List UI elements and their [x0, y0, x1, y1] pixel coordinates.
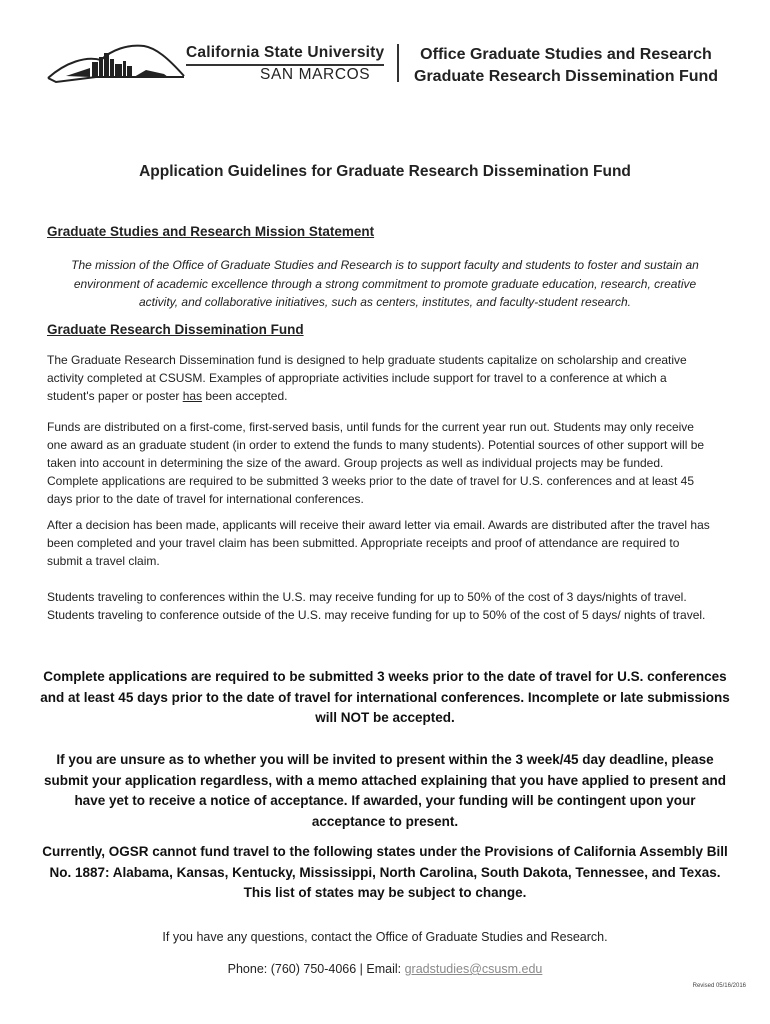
mission-statement: The mission of the Office of Graduate Studies and Research is to support faculty and students to foster and sustain an environment of academic excellence through a strong commitment to promote graduate education, research, creative activity, and collaborative initiatives, such as centers, institutes, and faculty-student research. — [71, 258, 699, 309]
fund-paragraph-4: Students traveling to conferences within the U.S. may receive funding for up to 50% of the cost of 3 days/nights of travel. Students traveling to conference outside of the U.S. may receive funding for up to 50% of the cost of 5 days/ nights of travel. — [47, 590, 706, 622]
restricted-states-notice: Currently, OGSR cannot fund travel to the following states under the Provisions of California Assembly Bill No. 1887: Alabama, Kansas, Kentucky, Mississippi, North Carolina, South Dakota, Tennessee, and Texas. This list of states may be subject to change. — [42, 844, 728, 900]
university-name: California State University — [186, 44, 385, 61]
page-title: Application Guidelines for Graduate Research Dissemination Fund — [139, 163, 631, 180]
office-name: Office Graduate Studies and Research — [420, 46, 712, 63]
contact-line — [0, 962, 770, 976]
campus-name: SAN MARCOS — [260, 66, 371, 83]
revised-date: Revised 05/16/2016 — [692, 983, 746, 989]
contact-questions: If you have any questions, contact the Office of Graduate Studies and Research. — [162, 930, 608, 944]
fund-p1-tail: been accepted. — [202, 389, 288, 403]
deadline-notice: Complete applications are required to be submitted 3 weeks prior to the date of travel for U.S. conferences and at least 45 days prior to the date of travel for international conferences. Incomplete or late submissions will NOT be accepted. — [40, 669, 730, 725]
unsure-notice: If you are unsure as to whether you will be invited to present within the 3 week/45 day deadline, please submit your application regardless, with a memo attached explaining that you have applied to present and have yet to receive a notice of acceptance. If awarded, your funding will be contingent upon your acceptance to present. — [44, 752, 726, 829]
header-divider — [397, 44, 399, 82]
fund-paragraph-3: After a decision has been made, applicants will receive their award letter via email. Awards are distributed after the travel has been completed and your travel claim has been submitted. Appropriate receipts and proof of attendance are required to submit a travel claim. — [47, 518, 710, 568]
fund-paragraph-1 — [47, 351, 717, 405]
mission-heading: Graduate Studies and Research Mission Statement — [47, 224, 375, 239]
email-link[interactable]: gradstudies@csusm.edu — [404, 962, 543, 976]
fund-p1-underlined: has — [182, 389, 203, 403]
fund-heading: Graduate Research Dissemination Fund — [47, 322, 304, 337]
fund-paragraph-2: Funds are distributed on a first-come, first-served basis, until funds for the current year run out. Students may only receive one award as an graduate student (in order to extend the funds to many students). Potential sources of other support will be taken into account in determining the size of the award. Group projects as well as individual projects may be funded. Complete applications are required to be submitted 3 weeks prior to the date of travel for U.S. conferences and at least 45 days prior to the date of travel for international conferences. — [47, 420, 705, 506]
fund-name: Graduate Research Dissemination Fund — [414, 68, 719, 85]
phone-label: Phone: (760) 750-4066 | Email: — [227, 962, 405, 976]
fund-p1-text: The Graduate Research Dissemination fund is designed to help graduate students capitalize on scholarship and creative activity completed at CSUSM. Examples of appropriate activities include support for travel to a conference at which a student's paper or poster — [47, 353, 687, 403]
csusm-hills-logo-icon — [46, 40, 186, 84]
